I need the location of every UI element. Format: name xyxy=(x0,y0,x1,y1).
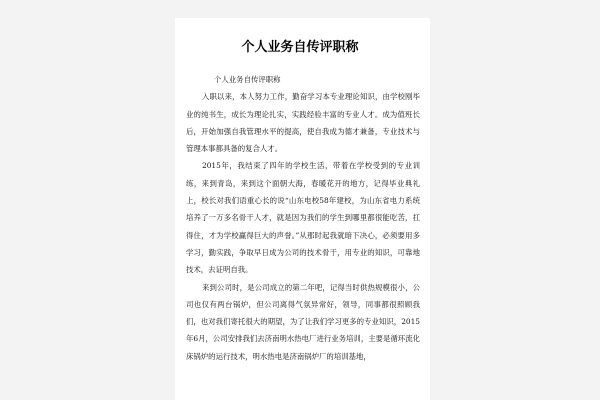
paragraph: 2015年，我结束了四年的学校生活，带着在学校受到的专业训练，来到青岛，来到这个面朝大海，春暖花开的地方，记得毕业典礼上，校长对我们语重心长的说“山东电校58年建校，为山东省电力系统培养了一万多名骨干人才，就是因为我们的学生到哪里都很能吃苦，扛得住，才为学校赢得巨大的声誉。”从那时起我就暗下决心，必须要用多学习，勤实践，争取早日成为公司的技术骨干，用专业的知识，可靠地技术，去证明自我。 xyxy=(186,161,420,275)
paragraph: 来到公司时，是公司成立的第二年吧，记得当时供热规模很小，公司也仅有两台锅炉，但公司离得气氛异常好，领导，同事都很照顾我们，也对我们寄托很大的期望，为了让我们学习更多的专业知识，2015年6月，公司安排我们去济南明水热电厂进行业务培训，主要是循环流化床锅炉的运行技术，明水热电是济南锅炉厂的培训基地， xyxy=(186,282,420,361)
document-title: 个人业务自传评职称 xyxy=(241,40,359,55)
document-subtitle: 个人业务自传评职称 xyxy=(214,75,281,84)
document-body xyxy=(186,71,420,365)
paragraph: 入职以来，本人努力工作，勤奋学习本专业理论知识，由学校刚毕业的纯书生，成长为理论扎实，实践经验丰富的专业人才。成为值班长后，开始加强自我管理水平的提高，使自我成为德才兼备，专业技术与管理本事都具备的复合人才。 xyxy=(186,92,420,154)
